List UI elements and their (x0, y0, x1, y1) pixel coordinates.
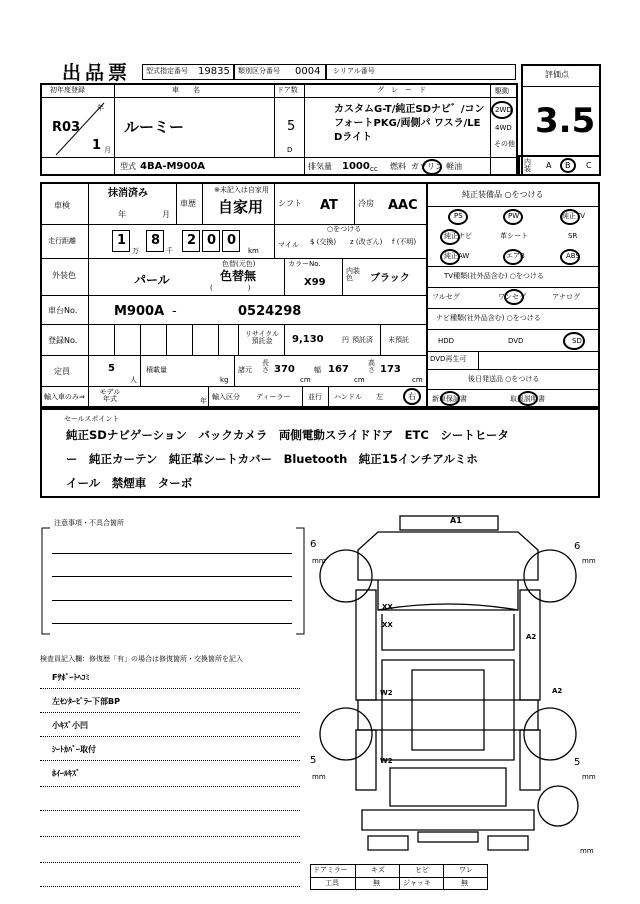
mileage-digit-1: 1 (117, 233, 127, 248)
ac-value: AAC (388, 198, 418, 213)
exterior-color: パール (134, 273, 170, 287)
mark-w2-1: W2 (380, 689, 393, 697)
note-line-2: 左ｾﾝﾀｰﾋﾟﾗｰ下部BP (52, 697, 120, 706)
recycle-deposit: 9,130 (292, 334, 324, 345)
model-code: 4BA-M900A (140, 161, 206, 172)
displacement: 1000 (342, 161, 370, 172)
navi-sd-circle (563, 332, 585, 350)
model-cert-box: 型式指定番号 19835 (142, 64, 234, 80)
width-value: 167 (328, 364, 349, 375)
first-reg-month: 1 (92, 138, 102, 153)
grade-line-2: フォートPKG/両側パ ワスラ/LE (334, 118, 481, 129)
mileage-digit-3: 2 (187, 233, 197, 248)
door-count: 5 (287, 119, 296, 134)
note-line-1: Fｻﾎﾟｰﾄﾍｺﾐ (52, 673, 90, 682)
first-reg-era: R03 (52, 120, 81, 135)
page-title: 出品票 (62, 62, 132, 84)
class-no: 0004 (295, 66, 321, 77)
selling-points-box: セールスポイント 純正SDナビゲーション バックカメラ 両側電動スライドドア ETC シートヒータ ー 純正カーテン 純正革シートカバー Bluetooth 純正15インチアルミホ イール 禁煙車 ターボ (40, 408, 600, 498)
car-diagram (300, 510, 620, 860)
selling-point-line-3: イール 禁煙車 ターボ (66, 476, 193, 490)
interior-color: ブラック (370, 273, 410, 284)
inspection-value: 抹消済み (108, 188, 148, 199)
grade-line-1: カスタムG-T/純正SDナビ゛/コン (334, 104, 485, 115)
height-value: 173 (380, 364, 401, 375)
equip-aw-circle (440, 249, 460, 265)
equip-ps-circle (448, 209, 468, 225)
class-box: 類別区分番号 0004 (234, 64, 326, 80)
mark-xx-1: XX (382, 603, 393, 611)
interior-grade-box: 内装 A B C (518, 155, 601, 176)
capacity-value: 5 (108, 363, 115, 374)
chassis-number: 0524298 (238, 304, 302, 319)
tire-fl-depth: 6 (310, 539, 317, 550)
note-line-3: 小ｷｽﾞ小凹 (52, 721, 88, 730)
rating-value: 3.5 (535, 101, 596, 141)
later-warranty-circle (440, 391, 460, 406)
chassis-prefix: M900A (114, 304, 165, 319)
drive-2wd: 2WD (495, 106, 512, 114)
color-number: X99 (304, 277, 326, 288)
vehicle-block: 初年度登録 車 名 ドア数 グ レ ー ド 駆動 年 月 R03 1 ルーミー 5 D カスタムG-T/純正SDナビ゛/コン フォートPKG/両側パ ワスラ/LE Dライト 2WD 4WD その他 型式 4BA-M900A 排気量 1000 cc 燃料 ガソリン 軽油 (40, 83, 518, 176)
equip-navi-circle (440, 229, 460, 245)
tire-rl-depth: 5 (310, 755, 317, 766)
mileage-digit-5: 0 (227, 233, 237, 248)
mark-a2-1: A2 (526, 633, 537, 641)
equip-pw-circle (503, 209, 523, 225)
details-block: 車検 抹消済み 年 月 車歴 ※未記入は自家用 自家用 シフト AT 冷房 AAC 走行距離 1 万 8 千 2 0 0 km ○をつける マイル $ (交換) z (改ざん) f (不明) 外装色 パール 色替(元色) 色替無 ( ) カラーNo. X99 内装色 ブラック 車台No. M900A - 0524298 登録No. リサイクル預託金 9,130 円 預託済 未預託 定員 5 人 積載量 kg 諸元 長さ 370 cm 幅 167 cm 高さ 173 cm 輸入車のみ⇒ モデル年式 年 輸入区分 ディーラー 並行 ハンドル 左 右 純正装備品 ○をつける PS PW 純正TV 純正ナビ 革シート SR 純正AW エアB ABS TV種類(社外品含む) ○をつける フルセグ ワンセグ アナログ ナビ種類(社外品含む) ○をつける HDD DVD SD DVD再生可 後日発送品 ○をつける 新車保証書 取扱説明書 (40, 182, 600, 408)
grade-line-3: Dライト (334, 132, 373, 143)
note-line-4: ｼｰﾄｶﾊﾞｰ取付 (52, 745, 96, 754)
drive-2wd-circle (491, 101, 513, 119)
serial-box: シリアル番号 (326, 64, 516, 80)
tire-fr-depth: 6 (574, 541, 581, 552)
interior-grade-circle (560, 158, 576, 173)
selling-point-line-2: ー 純正カーテン 純正革シートカバー Bluetooth 純正15インチアルミホ (66, 452, 478, 466)
footer-table: ドアミラー キズ ヒビ ワレ 工具 無 ジャッキ 無 (310, 864, 488, 890)
note-line-5: ﾎｲｰﾙｷｽﾞ (52, 769, 80, 778)
handle-right-circle (403, 388, 421, 405)
model-cert-no: 19835 (198, 66, 230, 77)
equip-airbag-circle (503, 249, 523, 265)
length-value: 370 (274, 364, 295, 375)
tv-oneseg-circle (504, 289, 524, 305)
selling-point-line-1: 純正SDナビゲーション バックカメラ 両側電動スライドドア ETC シートヒータ (66, 428, 509, 442)
shift-value: AT (320, 198, 338, 213)
later-manual-circle (518, 391, 538, 406)
rating-box: 評価点 3.5 (521, 64, 601, 176)
history-value: 自家用 (218, 198, 264, 216)
mark-a2-2: A2 (552, 687, 563, 695)
car-name: ルーミー (124, 118, 185, 136)
mark-xx-2: XX (382, 621, 393, 629)
equip-tv-circle (560, 209, 580, 225)
fuel-gas-circle (422, 159, 442, 175)
repaint-value: 色替無 (220, 269, 257, 283)
mark-w2-2: W2 (380, 757, 393, 765)
mileage-digit-2: 8 (151, 233, 161, 248)
mileage-digit-4: 0 (207, 233, 217, 248)
equip-abs-circle (560, 249, 580, 265)
tire-rr-depth: 5 (574, 757, 581, 768)
mark-a1: A1 (450, 516, 462, 525)
